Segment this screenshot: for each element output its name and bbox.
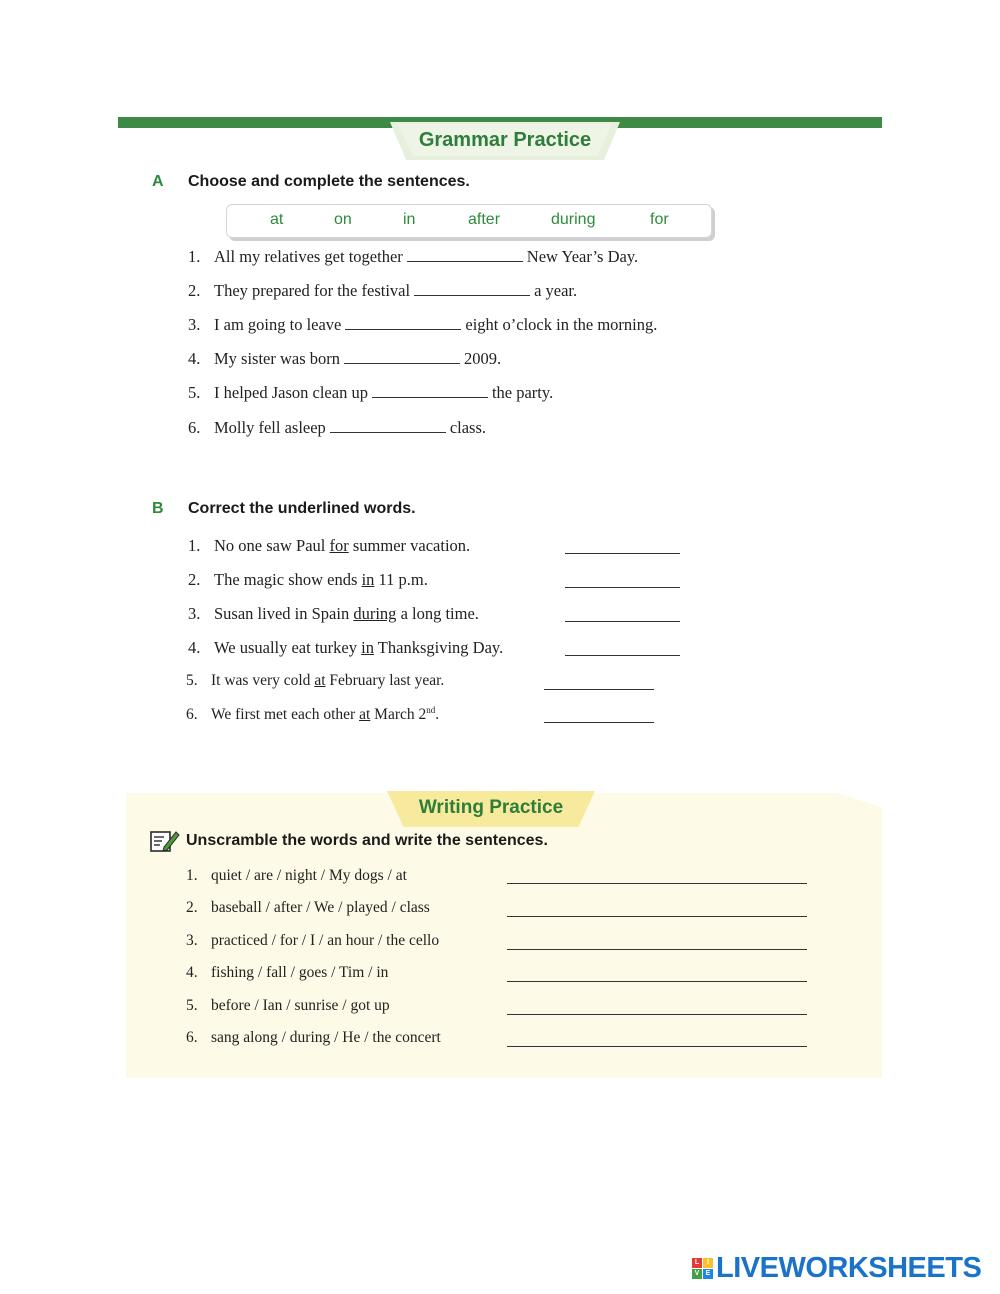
grammar-title: Grammar Practice	[418, 129, 592, 151]
writing-item: 6. sang along / during / He / the concert	[186, 1029, 441, 1046]
logo-square: I	[703, 1258, 713, 1268]
word-bank	[226, 204, 712, 238]
section-a-item: 4. My sister was born 2009.	[188, 349, 502, 368]
answer-line[interactable]	[565, 553, 680, 554]
writing-instruction: Unscramble the words and write the sentences.	[186, 832, 548, 849]
answer-line[interactable]	[565, 621, 680, 622]
section-b-item: 4. We usually eat turkey in Thanksgiving Day.	[188, 638, 504, 657]
logo-square: L	[692, 1258, 702, 1268]
underlined-word: during	[353, 604, 397, 623]
underlined-word: for	[329, 536, 349, 555]
underlined-word: at	[314, 672, 326, 689]
logo-square: V	[692, 1269, 702, 1279]
section-b-instruction: Correct the underlined words.	[188, 500, 416, 517]
answer-blank[interactable]	[407, 247, 523, 262]
writing-title: Writing Practice	[418, 797, 564, 818]
answer-blank[interactable]	[330, 418, 446, 433]
underlined-word: in	[361, 570, 375, 589]
word-bank-item: for	[650, 211, 669, 228]
writing-item: 2. baseball / after / We / played / class	[186, 899, 430, 916]
section-b-item: 6. We first met each other at March 2nd.	[186, 705, 440, 724]
answer-line[interactable]	[565, 587, 680, 588]
section-a-item: 5. I helped Jason clean up the party.	[188, 383, 554, 402]
section-b-item: 5. It was very cold at February last year.	[186, 672, 445, 689]
answer-line[interactable]	[507, 1046, 807, 1047]
section-a-item: 1. All my relatives get together New Year’s Day.	[188, 247, 639, 266]
underlined-word: at	[359, 706, 371, 724]
section-b-item: 3. Susan lived in Spain during a long time.	[188, 604, 479, 623]
section-a-item: 2. They prepared for the festival a year.	[188, 281, 578, 300]
answer-blank[interactable]	[372, 383, 488, 398]
section-b-letter: B	[152, 500, 164, 517]
pencil-note-icon	[150, 829, 180, 853]
answer-line[interactable]	[565, 655, 680, 656]
writing-item: 1. quiet / are / night / My dogs / at	[186, 867, 407, 884]
word-bank-item: at	[270, 211, 284, 228]
writing-item: 4. fishing / fall / goes / Tim / in	[186, 964, 389, 981]
writing-item: 5. before / Ian / sunrise / got up	[186, 997, 390, 1014]
word-bank-item: on	[334, 211, 352, 228]
word-bank-item: in	[403, 211, 416, 228]
answer-blank[interactable]	[345, 315, 461, 330]
word-bank-item: during	[551, 211, 596, 228]
answer-blank[interactable]	[414, 281, 530, 296]
answer-line[interactable]	[507, 1014, 807, 1015]
liveworksheets-logo[interactable]: LIVEWORKSHEETS	[716, 1252, 982, 1284]
answer-line[interactable]	[507, 949, 807, 950]
underlined-word: in	[361, 638, 374, 657]
answer-blank[interactable]	[344, 349, 460, 364]
answer-line[interactable]	[544, 722, 654, 723]
writing-item: 3. practiced / for / I / an hour / the cello	[186, 932, 440, 949]
section-a-item: 3. I am going to leave eight o’clock in the morning.	[188, 315, 658, 334]
answer-line[interactable]	[544, 689, 654, 690]
section-b-item: 1. No one saw Paul for summer vacation.	[188, 536, 471, 555]
word-bank-item: after	[468, 211, 501, 228]
logo-square: E	[703, 1269, 713, 1279]
answer-line[interactable]	[507, 916, 807, 917]
section-a-instruction: Choose and complete the sentences.	[188, 173, 470, 190]
section-a-item: 6. Molly fell asleep class.	[188, 418, 487, 437]
section-a-letter: A	[152, 173, 164, 190]
answer-line[interactable]	[507, 981, 807, 982]
answer-line[interactable]	[507, 883, 807, 884]
section-b-item: 2. The magic show ends in 11 p.m.	[188, 570, 428, 589]
